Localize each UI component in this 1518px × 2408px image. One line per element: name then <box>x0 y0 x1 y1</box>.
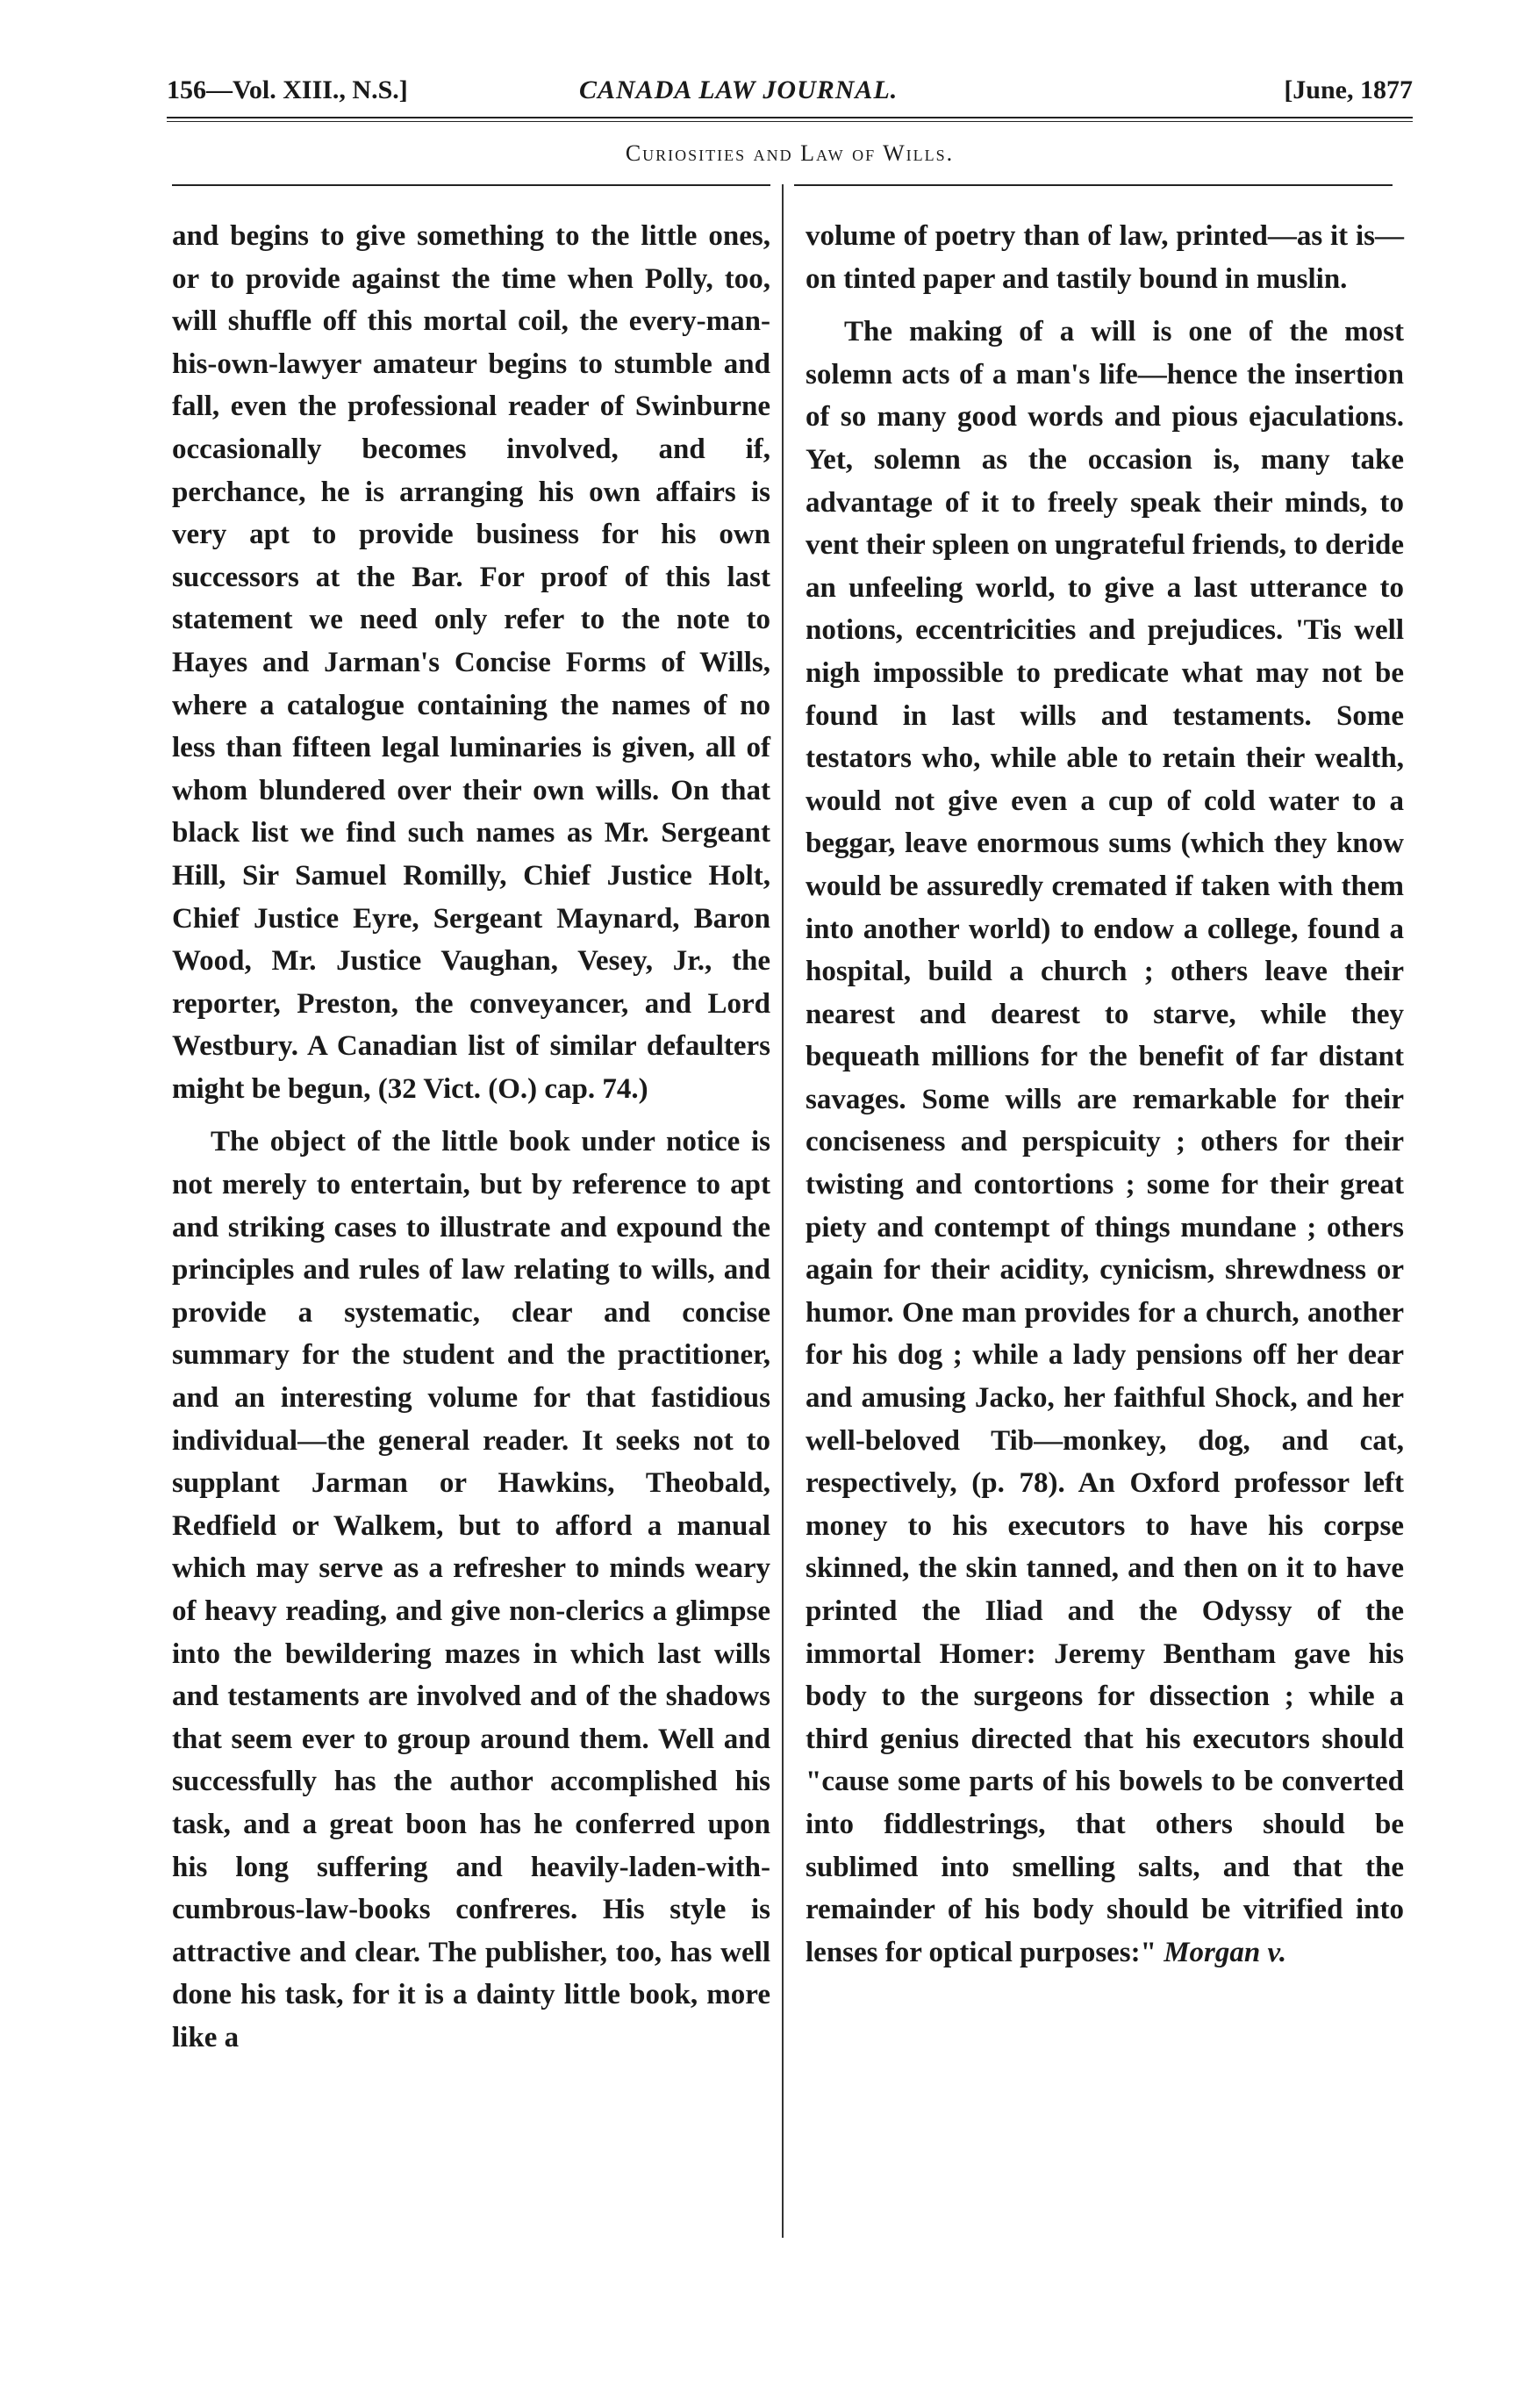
right-column <box>806 215 1404 1984</box>
running-head <box>167 68 1413 112</box>
right-paragraph-1: volume of poetry than of law, printed—as it is—on tinted paper and tastily bound in muslin. <box>806 220 1404 295</box>
right-paragraph-2 <box>806 311 1404 1974</box>
left-paragraph-2: The object of the little book under notice is not merely to entertain, but by reference to apt and striking cases to illustrate and expound the principles and rules of law relating to wills, and provide a systematic, clear and concise summary for the student and the practitioner, and an interesting volume for that fastidious individual—the general reader. It seeks not to supplant Jarman or Hawkins, Theobald, Redfield or Walkem, but to afford a manual which may serve as a refresher to minds weary of heavy reading, and give non-clerics a glimpse into the bewildering mazes in which last wills and testaments are involved and of the shadows that seem ever to group around them. Well and successfully has the author accomplished his task, and a great boon has he conferred upon his long suffering and heavily-laden-with-cumbrous-law-books confreres. His style is attractive and clear. The publisher, too, has well done his task, for it is a dainty little book, more like a <box>172 1126 770 2053</box>
page-volume-info: 156—Vol. XIII., N.S.] <box>167 75 408 104</box>
section-title: Curiosities and Law of Wills. <box>625 140 955 166</box>
issue-date: [June, 1877 <box>1284 75 1413 104</box>
left-column-rule <box>172 184 770 186</box>
case-citation: Morgan v. <box>1164 1936 1287 1968</box>
right-paragraph-2-text: The making of a will is one of the most solemn acts of a man's life—hence the insertion of so many good words and pious ejaculations. Yet, solemn as the occasion is, many take advantage of it to freely speak their minds, to vent their spleen on ungrateful friends, to deride an unfeeling world, to give a last utterance to notions, eccentricities and prejudices. 'Tis well nigh impossible to predicate what may not be found in last wills and testaments. Some testators who, while able to retain their wealth, would not give even a cup of cold water to a beggar, leave enormous sums (which they know would be assuredly cremated if taken with them into another world) to endow a college, found a hospital, build a church ; others leave their nearest and dearest to starve, while they bequeath millions for the benefit of far distant savages. Some wills are remarkable for their conciseness and perspicuity ; others for their twisting and contortions ; some for their great piety and contempt of things mundane ; others again for their acidity, cynicism, shrewdness or humor. One man provides for a church, another for his dog ; while a lady pensions off her dear and amusing Jacko, her faithful Shock, and her well-beloved Tib—monkey, dog, and cat, respectively, (p. 78). An Oxford professor left money to his executors to have his corpse skinned, the skin tanned, and then on it to have printed the Iliad and the Odyssy of the immortal Homer: Jeremy Bentham gave his body to the surgeons for dissection ; while a third genius directed that his executors should "cause some parts of his bowels to be converted into fiddlestrings, that others should be sublimed into smelling salts, and that the remainder of his body should be vitrified into lenses for optical purposes:" <box>806 316 1404 1968</box>
column-divider <box>782 184 784 2238</box>
left-column <box>172 215 770 2070</box>
journal-title: CANADA LAW JOURNAL. <box>579 75 899 104</box>
right-column-rule <box>794 184 1393 186</box>
header-rule <box>167 117 1413 122</box>
left-paragraph-1: and begins to give something to the little ones, or to provide against the time when Polly, too, will shuffle off this mortal coil, the every-man-his-own-lawyer amateur begins to stumble and fall, even the professional reader of Swinburne occasionally becomes involved, and if, perchance, he is arranging his own affairs is very apt to provide business for his own successors at the Bar. For proof of this last statement we need only refer to the note to Hayes and Jarman's Concise Forms of Wills, where a catalogue containing the names of no less than fifteen legal luminaries is given, all of whom blundered over their own wills. On that black list we find such names as Mr. Sergeant Hill, Sir Samuel Romilly, Chief Justice Holt, Chief Justice Eyre, Sergeant Maynard, Baron Wood, Mr. Justice Vaughan, Vesey, Jr., the reporter, Preston, the conveyancer, and Lord Westbury. A Canadian list of similar defaulters might be begun, (32 Vict. (O.) cap. 74.) <box>172 220 770 1105</box>
